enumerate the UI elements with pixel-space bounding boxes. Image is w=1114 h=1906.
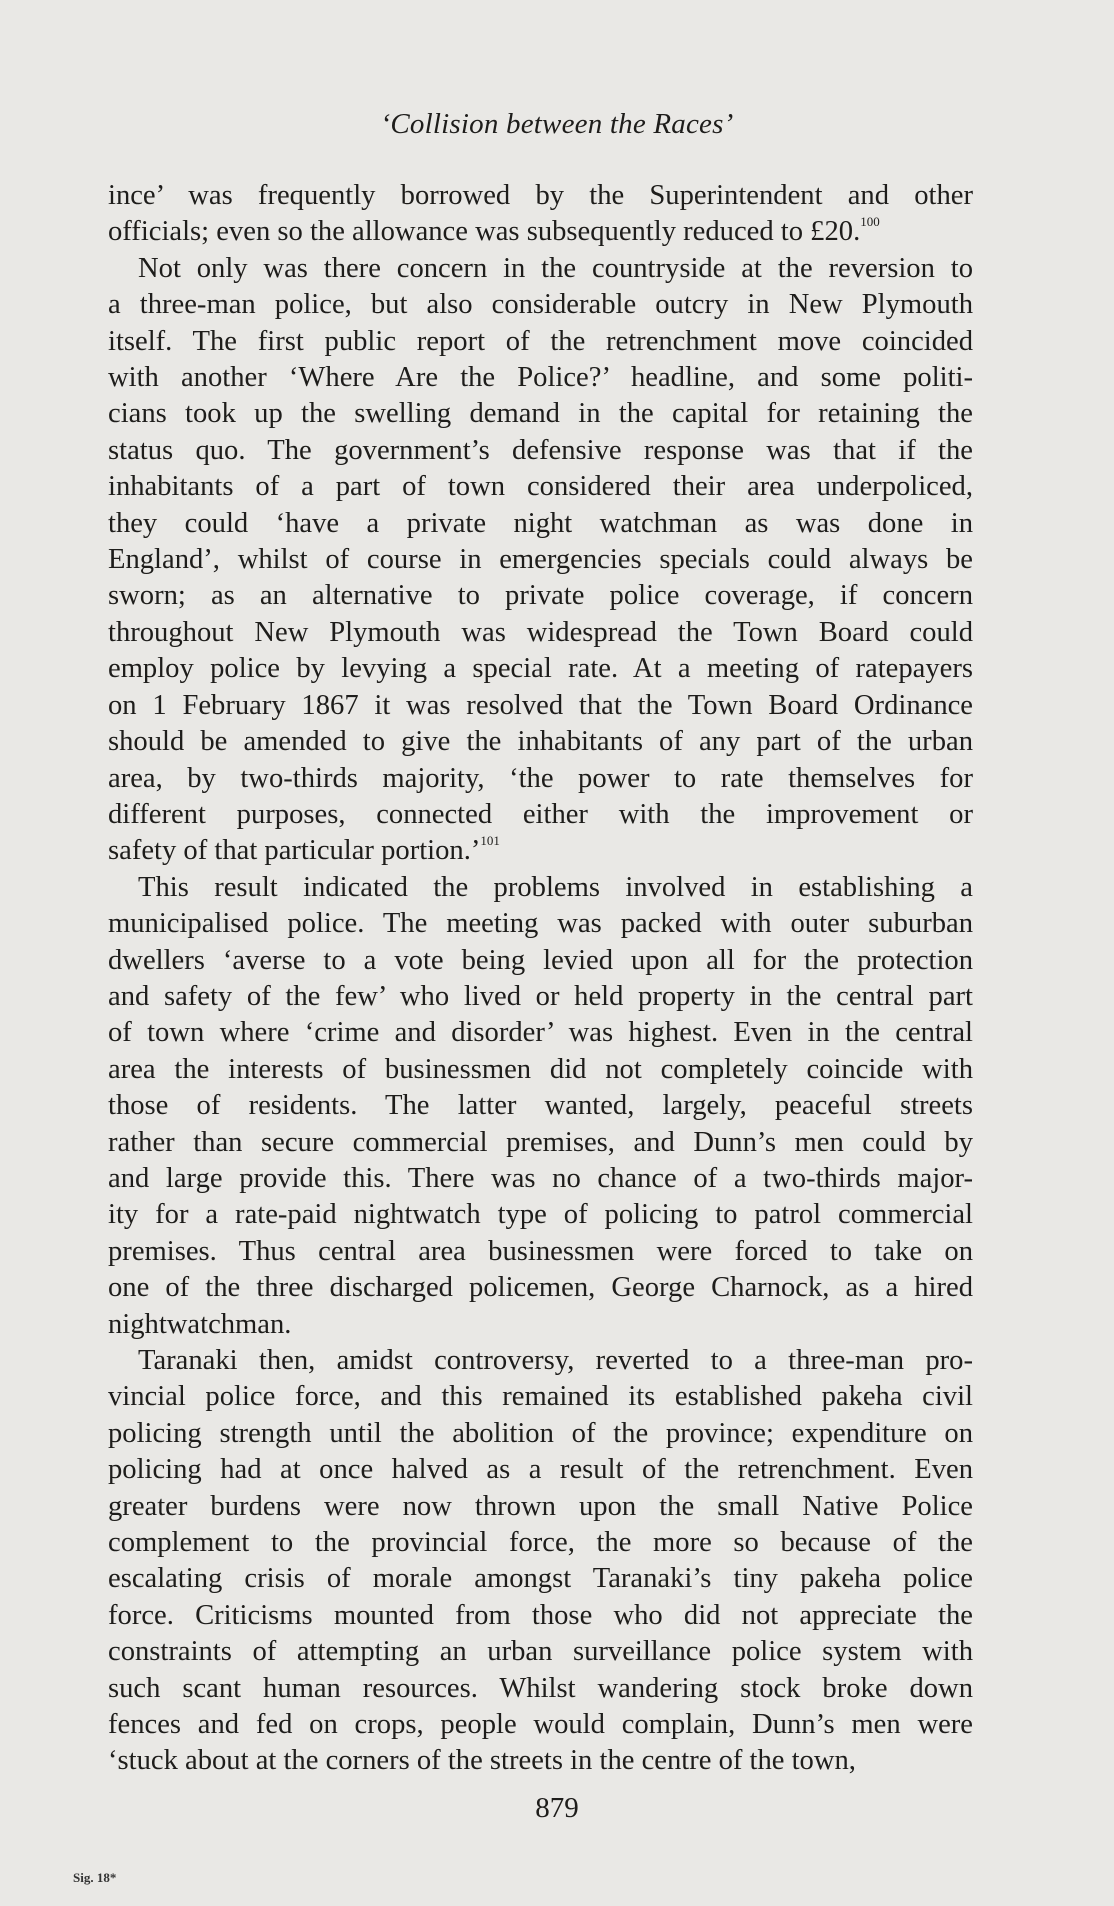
text-line: force. Criticisms mounted from those who did not appreciate the [108,1599,973,1631]
text-line: different purposes, connected either with the improvement or [108,798,973,830]
text-line: rather than secure commercial premises, and Dunn’s men could by [108,1126,973,1158]
paragraph [108,870,973,1343]
text-line: England’, whilst of course in emergencies specials could always be [108,544,973,576]
text-line: with another ‘Where Are the Police?’ headline, and some politi- [108,362,973,394]
text-line: municipalised police. The meeting was packed with outer suburban [108,908,973,940]
text-line: Taranaki then, amidst controversy, reverted to a three-man pro- [138,1345,973,1376]
text-line: nightwatchman. [108,1308,292,1340]
text-line: one of the three discharged policemen, George Charnock, as a hired [108,1272,973,1304]
text-line: cians took up the swelling demand in the capital for retaining the [108,398,973,430]
page-number: 879 [535,1792,579,1824]
text-line: greater burdens were now thrown upon the small Native Police [108,1490,973,1522]
signature-mark: Sig. 18* [73,1870,117,1885]
text-line: vincial police force, and this remained its established pakeha civil [108,1381,973,1413]
text-line: officials; even so the allowance was subsequently reduced to £20.$^{100}$ [108,213,880,248]
footnote-marker: 101 [480,832,500,848]
text-line: of town where ‘crime and disorder’ was highest. Even in the central [108,1017,973,1049]
text-line: a three-man police, but also considerable outcry in New Plymouth [108,289,973,321]
text-line: inhabitants of a part of town considered their area underpoliced, [108,471,973,503]
text-line: on 1 February 1867 it was resolved that the Town Board Ordinance [108,689,973,721]
text-line: policing had at once halved as a result of the retrenchment. Even [108,1454,973,1486]
text-line: sworn; as an alternative to private police coverage, if concern [108,580,973,612]
text-line: and large provide this. There was no chance of a two-thirds major- [108,1162,973,1194]
text-line: ‘stuck about at the corners of the streets in the centre of the town, [108,1745,856,1777]
text-line: constraints of attempting an urban surveillance police system with [108,1636,973,1668]
text-line: should be amended to give the inhabitants of any part of the urban [108,726,973,758]
text-line: escalating crisis of morale amongst Taranaki’s tiny pakeha police [108,1563,973,1595]
text-line: those of residents. The latter wanted, largely, peaceful streets [108,1090,973,1122]
paragraph [108,1343,973,1780]
text-line: throughout New Plymouth was widespread the Town Board could [108,616,973,648]
text-line: safety of that particular portion.’$^{101}$ [108,832,500,867]
text-line: and safety of the few’ who lived or held property in the central part [108,980,973,1012]
footnote-marker: 100 [860,213,880,229]
text-line: fences and fed on crops, people would complain, Dunn’s men were [108,1709,973,1741]
text-line: ity for a rate-paid nightwatch type of policing to patrol commercial [108,1199,973,1231]
text-line: ince’ was frequently borrowed by the Superintendent and other [108,180,973,211]
text-line: dwellers ‘averse to a vote being levied upon all for the protection [108,944,973,976]
text-line: itself. The first public report of the retrenchment move coincided [108,325,973,357]
text-line: Not only was there concern in the countryside at the reversion to [138,252,973,284]
text-line: they could ‘have a private night watchman as was done in [108,507,973,539]
text-line: such scant human resources. Whilst wandering stock broke down [108,1672,973,1704]
text-line: policing strength until the abolition of the province; expenditure on [108,1417,973,1449]
text-line: This result indicated the problems involved in establishing a [138,871,973,903]
running-head: ‘Collision between the Races’ [380,108,734,140]
text-line: area, by two-thirds majority, ‘the power to rate themselves for [108,762,973,794]
body-text [108,178,973,1780]
text-line: premises. Thus central area businessmen were forced to take on [108,1235,973,1267]
paragraph [108,178,973,251]
text-line: area the interests of businessmen did not completely coincide with [108,1053,973,1085]
paragraph [108,251,973,870]
text-line: employ police by levying a special rate. At a meeting of ratepayers [108,653,973,685]
text-line: complement to the provincial force, the more so because of the [108,1527,973,1559]
text-line: status quo. The government’s defensive response was that if the [108,434,973,466]
